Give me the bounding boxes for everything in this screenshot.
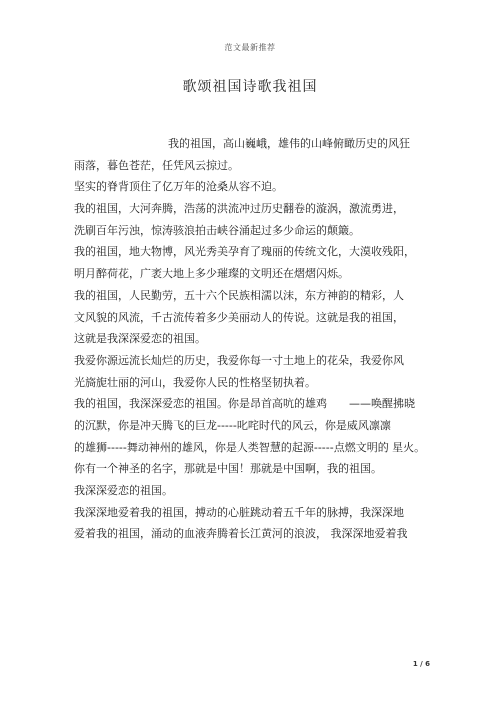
text-line: 我深深爱恋的祖国。 [74, 484, 173, 497]
text-line: 我的祖国，高山巍峨，雄伟的山峰俯瞰历史的风狂 [168, 137, 410, 150]
text-line: 洗刷百年污浊，惊涛骇浪拍击峡谷涌起过多少命运的颠簸。 [74, 223, 360, 237]
text-line: 文风貌的风流，千古流传着多少美丽动人的传说。这就是我的祖国， [74, 310, 404, 324]
text-line: 爱着我的祖国，涌动的血液奔腾着长江黄河的浪波， 我深深地爱着我 [74, 527, 408, 541]
text-line: 你有一个神圣的名字，那就是中国！那就是中国啊，我的祖国。 [74, 462, 382, 476]
text-line: 雨落，暮色苍茫，任凭风云掠过。 [74, 158, 239, 172]
text-line: 我的祖国，地大物博，风光秀美孕育了瑰丽的传统文化，大漠收残阳， [74, 245, 415, 259]
text-line: 我的祖国，我深深爱恋的祖国。你是昂首高吭的雄鸡 ——唤醒拂晓 [74, 397, 415, 411]
text-line: 我的祖国，大河奔腾，浩荡的洪流冲过历史翻卷的漩涡，激流勇进， [74, 202, 404, 216]
text-line: 的沉默，你是冲天腾飞的巨龙-----叱咤时代的风云，你是威风凛凛 [74, 418, 391, 432]
text-line: 这就是我深深爱恋的祖国。 [74, 332, 206, 346]
text-line: 我爱你源远流长灿烂的历史，我爱你每一寸土地上的花朵，我爱你风 [74, 353, 404, 367]
text-line: 的雄狮-----舞动神州的雄风，你是人类智慧的起源-----点燃文明的 星火。 [74, 440, 426, 454]
text-line: 我深深地爱着我的祖国，搏动的心脏跳动着五千年的脉搏，我深深地 [74, 505, 404, 519]
text-line: 光旖旎壮丽的河山，我爱你人民的性格坚韧执着。 [74, 375, 316, 389]
text-line: 明月醉荷花，广袤大地上多少璀璨的文明还在熠熠闪烁。 [74, 267, 349, 281]
text-line: 我的祖国，人民勤劳，五十六个民族相濡以沫，东方神韵的精彩，人 [74, 288, 404, 302]
page-number: 1 / 6 [412, 660, 430, 668]
text-line: 坚实的脊背顶住了亿万年的沧桑从容不迫。 [74, 180, 283, 194]
document-body [74, 133, 434, 545]
document-title: 歌颂祖国诗歌我祖国 [182, 79, 318, 95]
page-header: 范文最新推荐 [224, 43, 276, 52]
